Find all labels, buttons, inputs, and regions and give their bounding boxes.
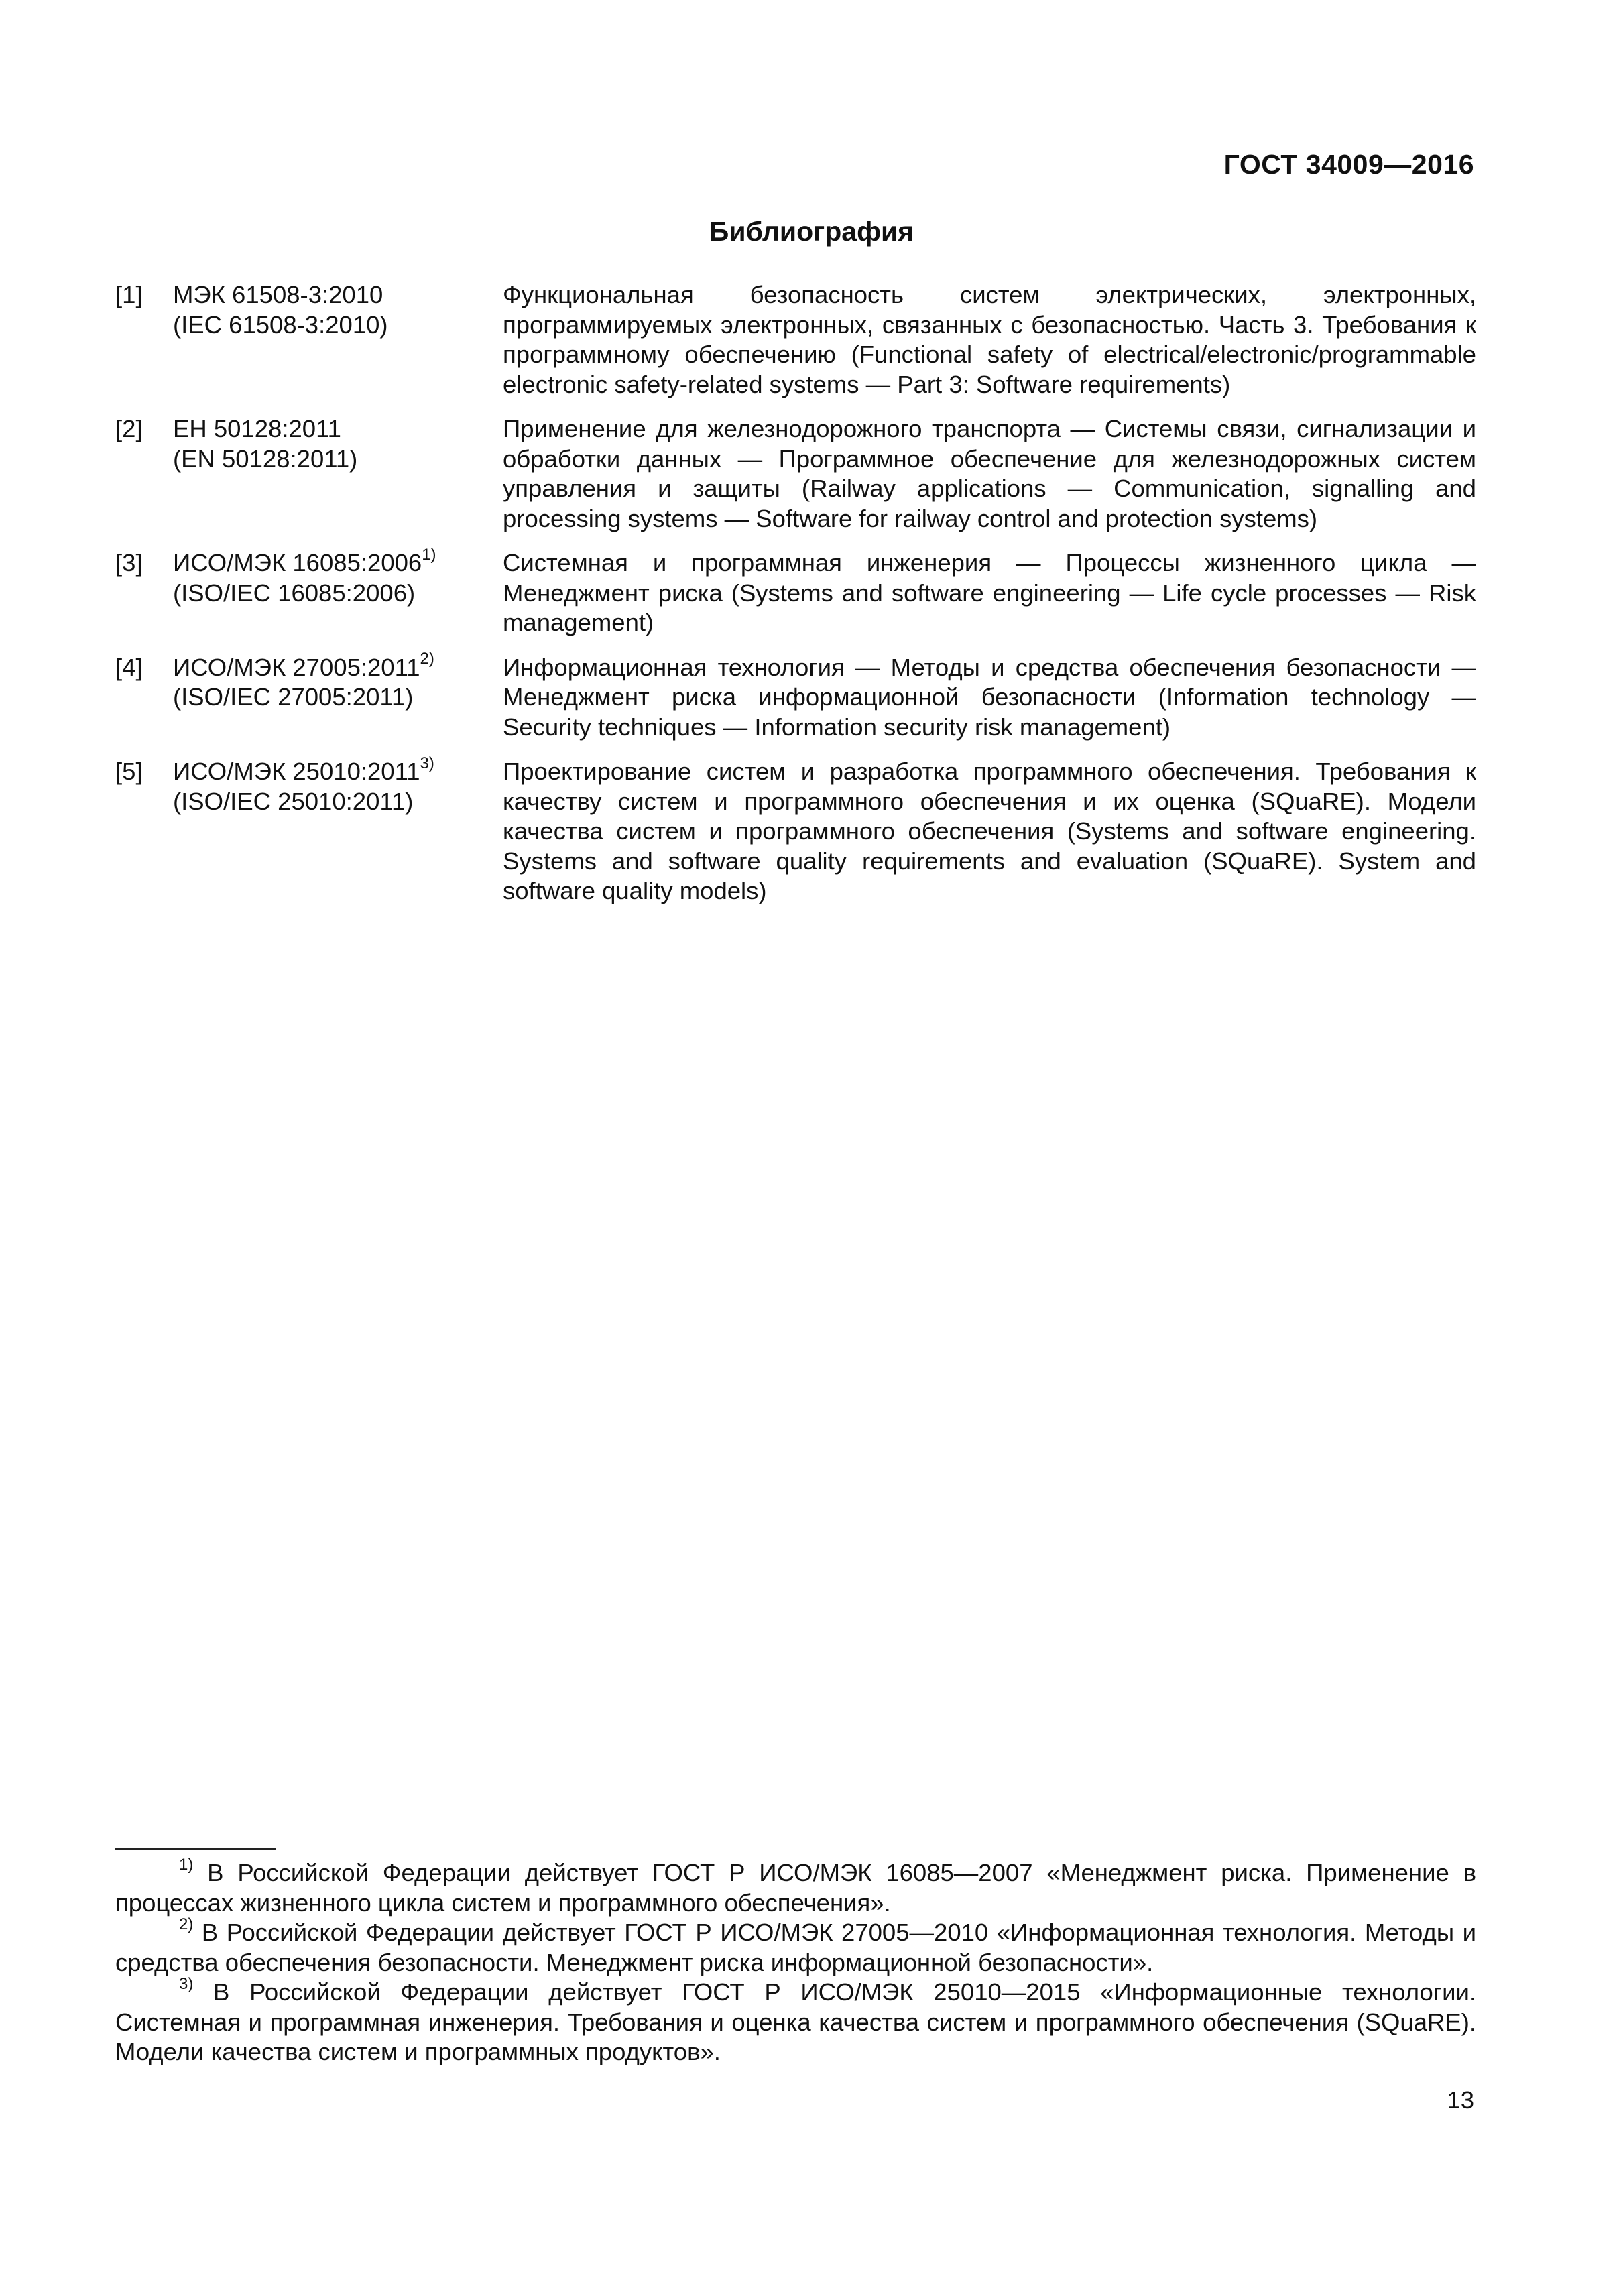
entry-title: Применение для железнодорожного транспорта — Системы связи, сигнализации и обработки данных — Программное обеспечение для железнодорожных систем управления и защиты (Railway applications — Communication, signalling and processing systems — Software for railway control and protection systems) xyxy=(503,415,1476,532)
footnote xyxy=(115,1915,1476,1978)
footnote-text: В Российской Федерации действует ГОСТ Р ИСО/МЭК 16085—2007 «Менеджмент риска. Применение в процессах жизненного цикла систем и программного обеспечения». xyxy=(115,1859,1476,1917)
footnote-text: В Российской Федерации действует ГОСТ Р ИСО/МЭК 27005—2010 «Информационная технология. Методы и средства обеспечения безопасности. Менеджмент риска информационной безопасности». xyxy=(115,1919,1476,1976)
entry-code-text: ИСО/МЭК 27005:2011 xyxy=(173,653,420,681)
footnote xyxy=(115,1974,1476,2067)
footnote-mark: 1) xyxy=(179,1855,194,1874)
entry-number: [4] xyxy=(115,653,143,681)
page-number: 13 xyxy=(1447,2086,1474,2114)
entry-code xyxy=(173,753,503,787)
bibliography-list xyxy=(115,280,1476,921)
bibliography-entry xyxy=(115,414,1476,534)
entry-title: Информационная технология — Методы и средства обеспечения безопасности — Менеджмент риска информационной безопасности (Information technology — Security techniques — Information security risk management) xyxy=(503,653,1476,741)
entry-code xyxy=(173,414,503,444)
entry-title: Системная и программная инженерия — Процессы жизненного цикла — Менеджмент риска (Systems and software engineering — Life cycle processes — Risk management) xyxy=(503,549,1476,636)
bibliography-entry xyxy=(115,545,1476,638)
entry-number: [3] xyxy=(115,549,143,577)
entry-title: Проектирование систем и разработка программного обеспечения. Требования к качеству систем и программного обеспечения и их оценка (SQuaRE). Модели качества систем и программного обеспечения (Systems and software engineering. Systems and software quality requirements and evaluation (SQuaRE). System and software quality models) xyxy=(503,758,1476,904)
entry-codes xyxy=(173,280,503,400)
entry-code-text: ИСО/МЭК 16085:2006 xyxy=(173,549,422,577)
entry-codes xyxy=(173,545,503,638)
bibliography-entry xyxy=(115,280,1476,400)
entry-code-text: МЭК 61508-3:2010 xyxy=(173,281,383,308)
footnote-mark: 2) xyxy=(420,650,434,668)
footnote-mark: 3) xyxy=(420,753,434,772)
footnote-separator xyxy=(115,1848,276,1850)
entry-code-text: ЕН 50128:2011 xyxy=(173,415,341,442)
entry-codes xyxy=(173,753,503,906)
section-title: Библиография xyxy=(709,216,914,247)
entry-code-text: ИСО/МЭК 25010:2011 xyxy=(173,758,420,785)
document-code: ГОСТ 34009—2016 xyxy=(1223,149,1474,180)
footnote-text: В Российской Федерации действует ГОСТ Р ИСО/МЭК 25010—2015 «Информационные технологии. Системная и программная инженерия. Требования и оценка качества систем и программного обеспечения (SQuaRE). Модели качества систем и программных продуктов». xyxy=(115,1978,1476,2065)
entry-code xyxy=(173,280,503,310)
entry-codes xyxy=(173,414,503,534)
bibliography-entry xyxy=(115,753,1476,906)
bibliography-entry xyxy=(115,650,1476,743)
entry-number: [5] xyxy=(115,758,143,785)
footnote-mark: 1) xyxy=(422,545,436,564)
entry-code-international: (ISO/IEC 27005:2011) xyxy=(173,683,414,711)
footnote-mark: 3) xyxy=(179,1974,194,1993)
entry-number: [1] xyxy=(115,281,143,308)
entry-number: [2] xyxy=(115,415,143,442)
entry-code-international: (IEC 61508-3:2010) xyxy=(173,310,388,339)
entry-code-international: (ISO/IEC 16085:2006) xyxy=(173,579,416,607)
footnote xyxy=(115,1855,1476,1918)
footnote-mark: 2) xyxy=(179,1915,194,1933)
entry-code xyxy=(173,545,503,579)
entry-title: Функциональная безопасность систем электрических, электронных, программируемых электронных, связанных с безопасностью. Часть 3. Требования к программному обеспечению (Functional safety of electrical/electronic/programmable electronic safety-related systems — Part 3: Software requirements) xyxy=(503,281,1476,398)
entry-code-international: (EN 50128:2011) xyxy=(173,444,358,473)
entry-codes xyxy=(173,650,503,743)
entry-code xyxy=(173,650,503,683)
footnotes xyxy=(115,1855,1476,2067)
entry-code-international: (ISO/IEC 25010:2011) xyxy=(173,787,414,815)
